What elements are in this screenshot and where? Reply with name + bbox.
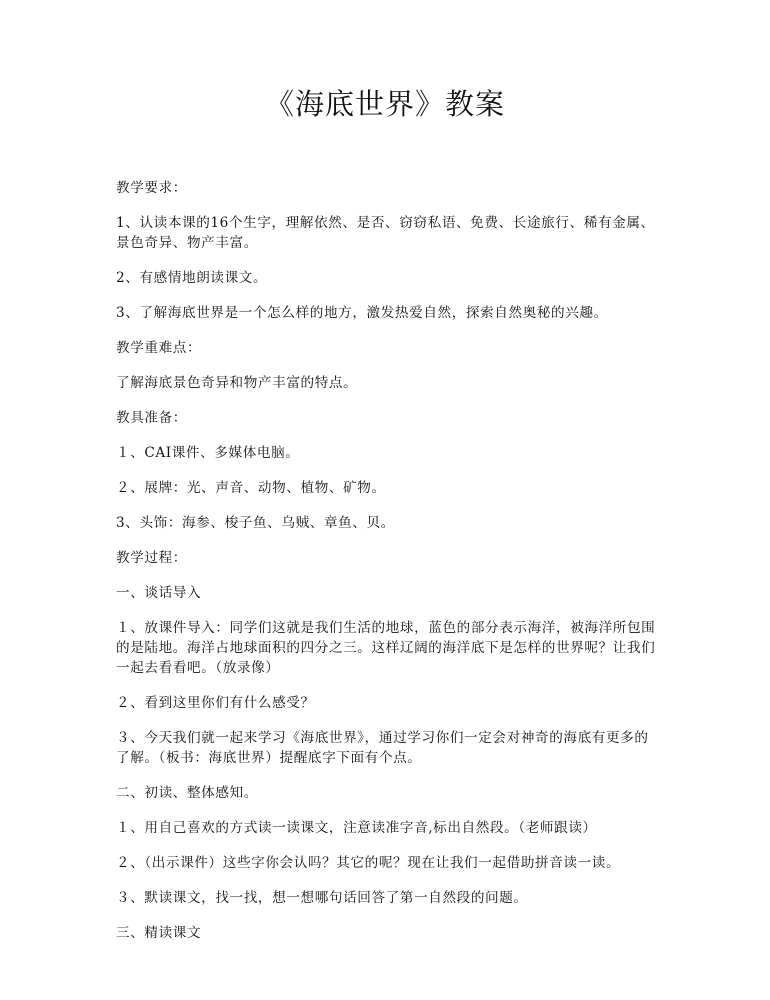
process-step-1-item-3: ３、今天我们就一起来学习《海底世界》，通过学习你们一定会对神奇的海底有更多的了解。（板书：海底世界）提醒底字下面有个点。 [116,730,649,766]
process-step-2-item-1: １、用自己喜欢的方式读一读课文，注意读准字音,标出自然段。（老师跟读） [116,820,597,836]
process-step-3-heading: 三、精读课文 [116,925,202,941]
process-step-1-heading: 一、谈话导入 [116,585,202,601]
requirement-item-3: 3、了解海底世界是一个怎么样的地方，激发热爱自然，探索自然奥秘的兴趣。 [116,305,608,321]
material-item-2: ２、展牌：光、声音、动物、植物、矿物。 [116,480,386,496]
process-step-2-heading: 二、初读、整体感知。 [116,785,258,801]
document-title: 《海底世界》教案 [264,87,505,121]
process-step-2-item-2: ２、（出示课件）这些字你会认吗？其它的呢？现在让我们一起借助拼音读一读。 [116,855,621,871]
requirement-item-1: 1、认读本课的16个生字，理解依然、是否、窃窃私语、免费、长途旅行、稀有金属、景色奇异、物产丰富。 [116,215,655,251]
process-step-1-item-1: １、放课件导入：同学们这就是我们生活的地球，蓝色的部分表示海洋，被海洋所包围的是陆地。海洋占地球面积的四分之三。这样辽阔的海洋底下是怎样的世界呢？让我们一起去看看吧。（放录像） [116,620,656,676]
key-points-text: 了解海底景色奇异和物产丰富的特点。 [116,375,358,391]
document-body [116,178,656,958]
material-item-3: 3、头饰：海参、梭子鱼、乌贼、章鱼、贝。 [116,515,395,531]
process-step-2-item-3: ３、默读课文，找一找，想一想哪句话回答了第一自然段的问题。 [116,890,528,906]
section-heading-key-points: 教学重难点： [116,340,202,356]
requirement-item-2: 2、有感情地朗读课文。 [116,270,268,286]
section-heading-requirements: 教学要求： [116,180,187,196]
section-heading-process: 教学过程： [116,550,187,566]
material-item-1: １、CAI课件、多媒体电脑。 [116,445,300,461]
process-step-1-item-2: ２、看到这里你们有什么感受？ [116,695,315,711]
section-heading-materials: 教具准备： [116,410,187,426]
